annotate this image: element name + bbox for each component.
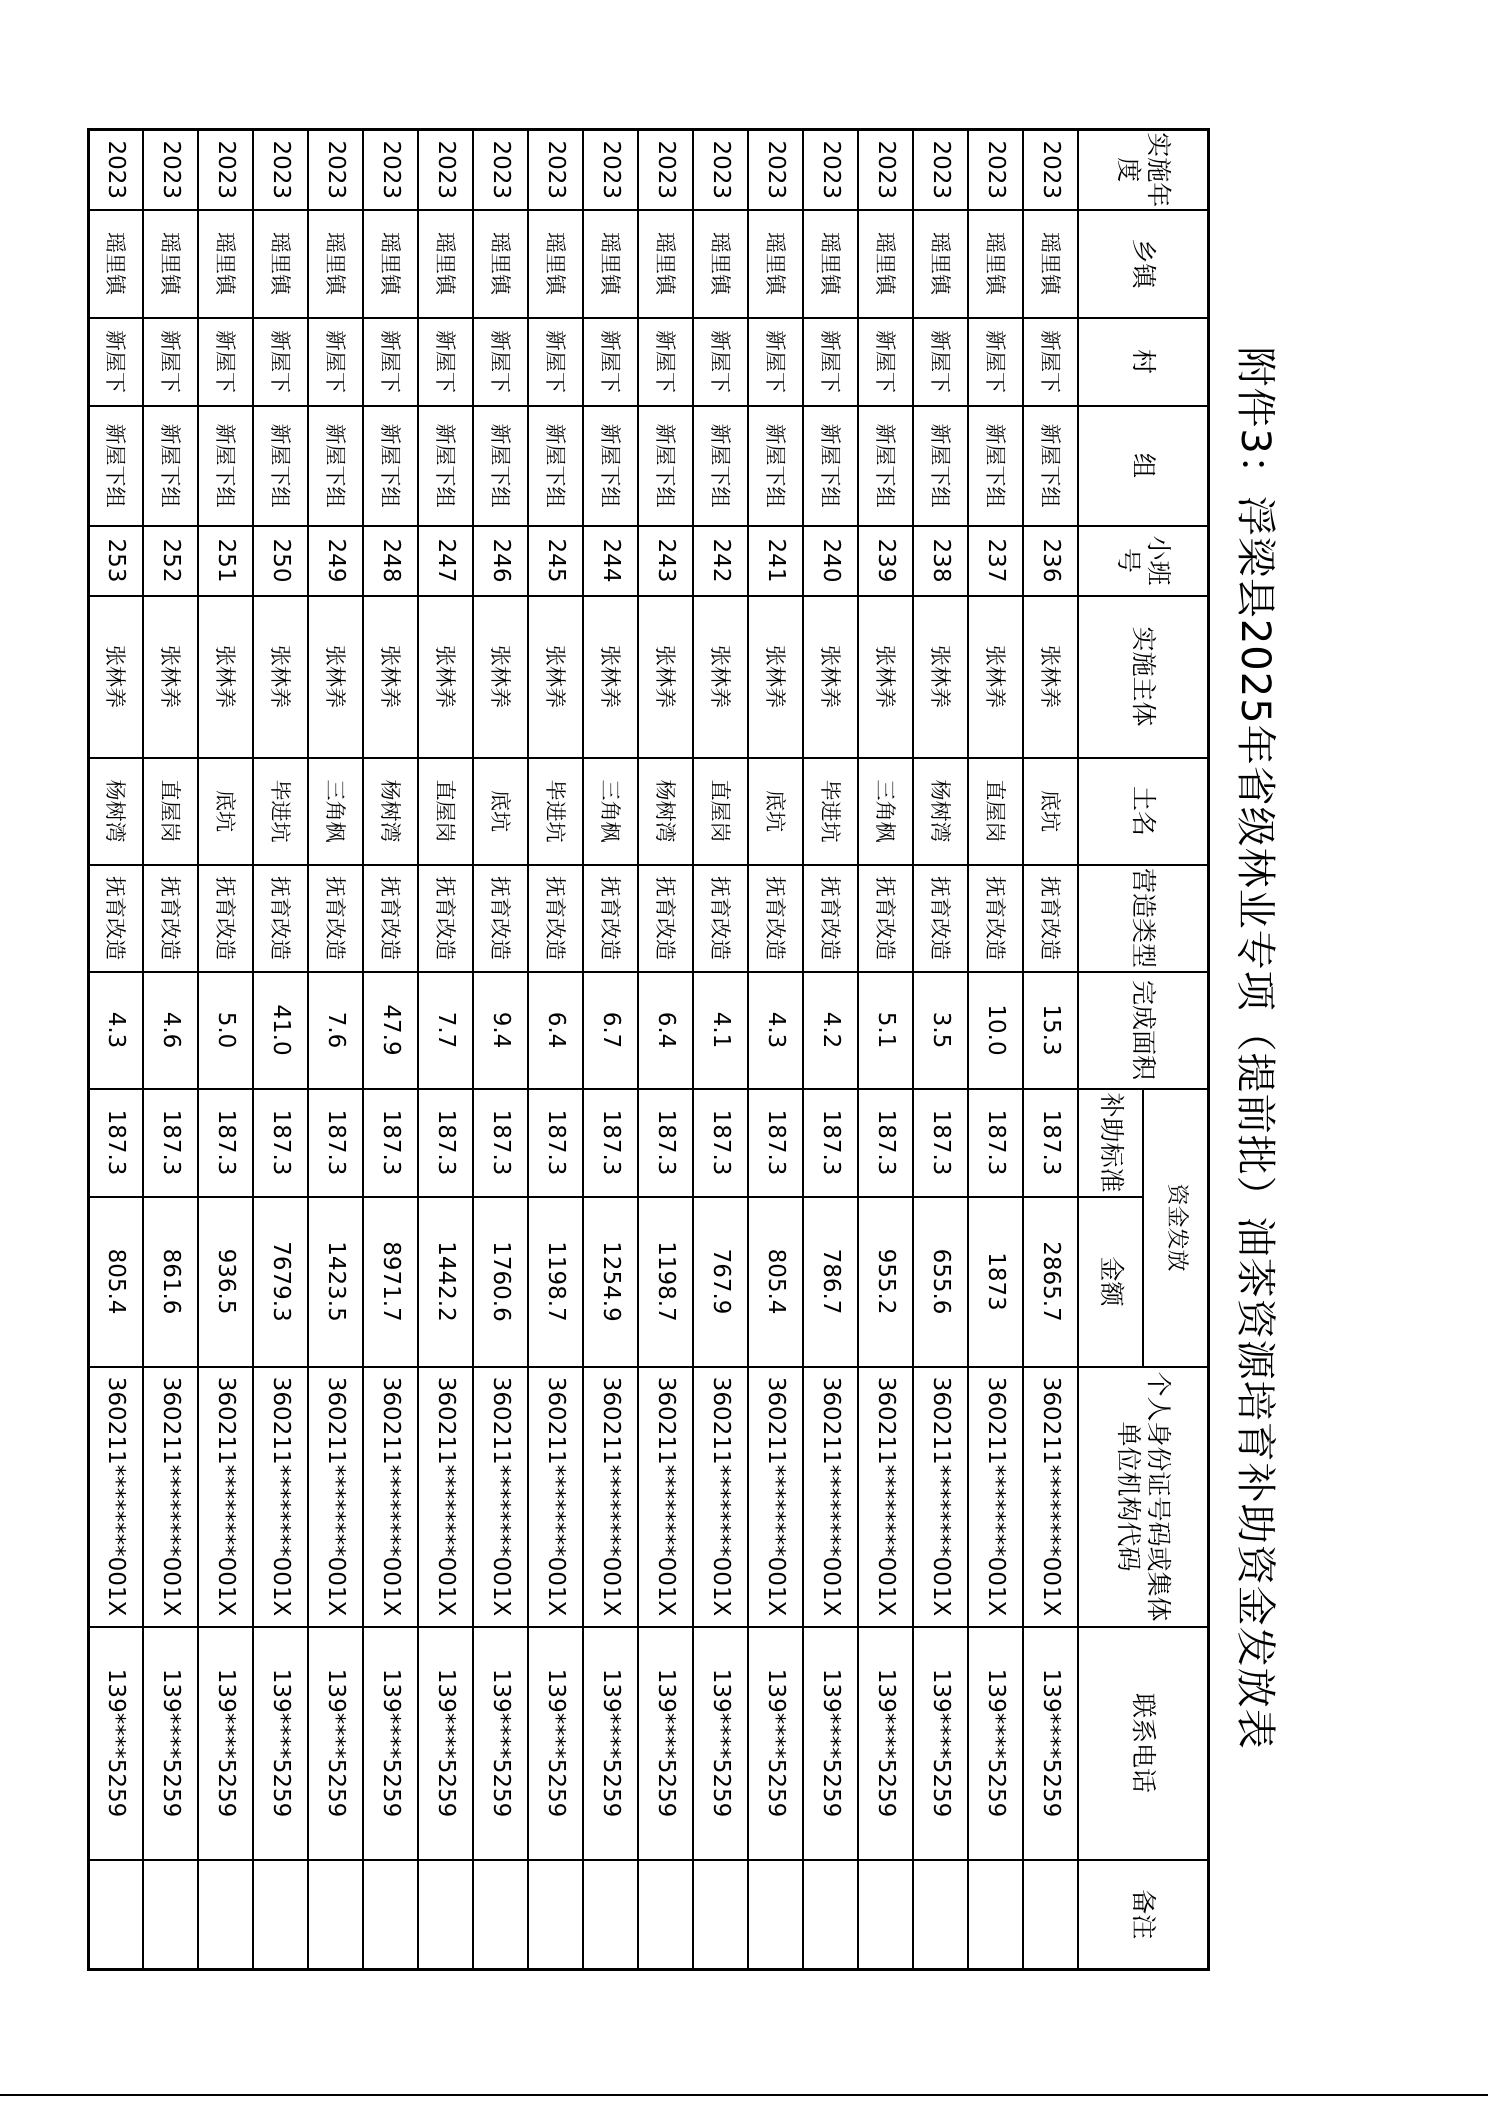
cell-place-name: 杨树湾 (639, 758, 694, 865)
table-row (584, 130, 639, 1970)
cell-build-type: 抚育改造 (364, 865, 419, 972)
cell-implementer: 张林养 (1024, 596, 1079, 758)
cell-place-name: 三角枫 (309, 758, 364, 865)
header-year: 实施年度 (1079, 130, 1209, 210)
cell-id-code: 360211********001X (254, 1367, 309, 1627)
cell-id-code: 360211********001X (364, 1367, 419, 1627)
cell-implementer: 张林养 (969, 596, 1024, 758)
cell-area: 5.1 (859, 972, 914, 1089)
cell-village: 新屋下 (584, 318, 639, 406)
cell-town: 瑶里镇 (254, 210, 309, 318)
cell-plot-no: 247 (419, 526, 474, 596)
cell-amount: 767.9 (694, 1197, 749, 1367)
cell-town: 瑶里镇 (639, 210, 694, 318)
cell-remark (89, 1860, 144, 1970)
cell-area: 41.0 (254, 972, 309, 1089)
cell-place-name: 直屋岗 (969, 758, 1024, 865)
header-funds-group: 资金发放 (1144, 1089, 1209, 1367)
cell-remark (309, 1860, 364, 1970)
cell-group: 新屋下组 (639, 406, 694, 526)
cell-plot-no: 242 (694, 526, 749, 596)
header-implementer: 实施主体 (1079, 596, 1209, 758)
cell-group: 新屋下组 (199, 406, 254, 526)
header-subsidy-std: 补助标准 (1079, 1089, 1144, 1197)
cell-area: 7.7 (419, 972, 474, 1089)
table-body (89, 130, 1079, 1970)
cell-year: 2023 (89, 130, 144, 210)
cell-town: 瑶里镇 (144, 210, 199, 318)
header-amount: 金额 (1079, 1197, 1144, 1367)
cell-group: 新屋下组 (694, 406, 749, 526)
cell-town: 瑶里镇 (914, 210, 969, 318)
cell-id-code: 360211********001X (804, 1367, 859, 1627)
cell-subsidy-std: 187.3 (914, 1089, 969, 1197)
cell-remark (584, 1860, 639, 1970)
table-row (254, 130, 309, 1970)
cell-build-type: 抚育改造 (419, 865, 474, 972)
cell-town: 瑶里镇 (89, 210, 144, 318)
cell-build-type: 抚育改造 (254, 865, 309, 972)
cell-town: 瑶里镇 (309, 210, 364, 318)
cell-id-code: 360211********001X (969, 1367, 1024, 1627)
cell-village: 新屋下 (199, 318, 254, 406)
cell-build-type: 抚育改造 (694, 865, 749, 972)
cell-remark (254, 1860, 309, 1970)
cell-implementer: 张林养 (584, 596, 639, 758)
cell-id-code: 360211********001X (694, 1367, 749, 1627)
cell-town: 瑶里镇 (804, 210, 859, 318)
cell-amount: 1873 (969, 1197, 1024, 1367)
cell-plot-no: 239 (859, 526, 914, 596)
cell-year: 2023 (474, 130, 529, 210)
cell-subsidy-std: 187.3 (254, 1089, 309, 1197)
cell-group: 新屋下组 (89, 406, 144, 526)
cell-implementer: 张林养 (254, 596, 309, 758)
cell-phone: 139****5259 (749, 1627, 804, 1860)
cell-village: 新屋下 (639, 318, 694, 406)
cell-plot-no: 241 (749, 526, 804, 596)
cell-implementer: 张林养 (199, 596, 254, 758)
cell-subsidy-std: 187.3 (694, 1089, 749, 1197)
header-town: 乡镇 (1079, 210, 1209, 318)
cell-remark (419, 1860, 474, 1970)
cell-subsidy-std: 187.3 (364, 1089, 419, 1197)
cell-remark (474, 1860, 529, 1970)
cell-plot-no: 244 (584, 526, 639, 596)
cell-plot-no: 246 (474, 526, 529, 596)
cell-phone: 139****5259 (529, 1627, 584, 1860)
cell-year: 2023 (749, 130, 804, 210)
cell-id-code: 360211********001X (89, 1367, 144, 1627)
cell-implementer: 张林养 (419, 596, 474, 758)
cell-subsidy-std: 187.3 (199, 1089, 254, 1197)
cell-implementer: 张林养 (804, 596, 859, 758)
cell-plot-no: 250 (254, 526, 309, 596)
cell-village: 新屋下 (694, 318, 749, 406)
cell-year: 2023 (1024, 130, 1079, 210)
cell-group: 新屋下组 (584, 406, 639, 526)
cell-remark (804, 1860, 859, 1970)
cell-build-type: 抚育改造 (529, 865, 584, 972)
table-row (694, 130, 749, 1970)
cell-build-type: 抚育改造 (969, 865, 1024, 972)
cell-village: 新屋下 (529, 318, 584, 406)
cell-plot-no: 238 (914, 526, 969, 596)
cell-remark (639, 1860, 694, 1970)
header-area: 完成面积 (1079, 972, 1209, 1089)
cell-year: 2023 (914, 130, 969, 210)
cell-place-name: 三角枫 (859, 758, 914, 865)
cell-implementer: 张林养 (474, 596, 529, 758)
cell-area: 4.6 (144, 972, 199, 1089)
cell-amount: 1760.6 (474, 1197, 529, 1367)
cell-id-code: 360211********001X (474, 1367, 529, 1627)
cell-place-name: 毕进坑 (804, 758, 859, 865)
cell-phone: 139****5259 (254, 1627, 309, 1860)
cell-place-name: 三角枫 (584, 758, 639, 865)
cell-area: 5.0 (199, 972, 254, 1089)
cell-subsidy-std: 187.3 (969, 1089, 1024, 1197)
cell-subsidy-std: 187.3 (529, 1089, 584, 1197)
cell-group: 新屋下组 (914, 406, 969, 526)
cell-plot-no: 243 (639, 526, 694, 596)
cell-remark (969, 1860, 1024, 1970)
cell-plot-no: 237 (969, 526, 1024, 596)
cell-year: 2023 (529, 130, 584, 210)
cell-build-type: 抚育改造 (859, 865, 914, 972)
cell-plot-no: 236 (1024, 526, 1079, 596)
cell-amount: 7679.3 (254, 1197, 309, 1367)
cell-village: 新屋下 (364, 318, 419, 406)
cell-group: 新屋下组 (309, 406, 364, 526)
cell-town: 瑶里镇 (694, 210, 749, 318)
cell-remark (694, 1860, 749, 1970)
cell-remark (749, 1860, 804, 1970)
cell-subsidy-std: 187.3 (144, 1089, 199, 1197)
cell-group: 新屋下组 (969, 406, 1024, 526)
cell-subsidy-std: 187.3 (804, 1089, 859, 1197)
cell-area: 10.0 (969, 972, 1024, 1089)
cell-year: 2023 (639, 130, 694, 210)
cell-id-code: 360211********001X (914, 1367, 969, 1627)
cell-year: 2023 (254, 130, 309, 210)
cell-subsidy-std: 187.3 (309, 1089, 364, 1197)
cell-place-name: 毕进坑 (529, 758, 584, 865)
cell-area: 6.7 (584, 972, 639, 1089)
cell-area: 7.6 (309, 972, 364, 1089)
cell-amount: 1198.7 (639, 1197, 694, 1367)
cell-plot-no: 251 (199, 526, 254, 596)
cell-village: 新屋下 (969, 318, 1024, 406)
cell-town: 瑶里镇 (419, 210, 474, 318)
cell-amount: 955.2 (859, 1197, 914, 1367)
cell-build-type: 抚育改造 (914, 865, 969, 972)
table-row (914, 130, 969, 1970)
cell-town: 瑶里镇 (199, 210, 254, 318)
cell-area: 4.2 (804, 972, 859, 1089)
cell-subsidy-std: 187.3 (749, 1089, 804, 1197)
cell-plot-no: 240 (804, 526, 859, 596)
cell-subsidy-std: 187.3 (474, 1089, 529, 1197)
cell-area: 4.3 (89, 972, 144, 1089)
cell-place-name: 底坑 (1024, 758, 1079, 865)
cell-phone: 139****5259 (914, 1627, 969, 1860)
table-row (309, 130, 364, 1970)
cell-village: 新屋下 (474, 318, 529, 406)
cell-amount: 1442.2 (419, 1197, 474, 1367)
cell-plot-no: 245 (529, 526, 584, 596)
cell-phone: 139****5259 (584, 1627, 639, 1860)
cell-subsidy-std: 187.3 (419, 1089, 474, 1197)
cell-area: 4.1 (694, 972, 749, 1089)
cell-amount: 805.4 (89, 1197, 144, 1367)
cell-implementer: 张林养 (529, 596, 584, 758)
cell-id-code: 360211********001X (749, 1367, 804, 1627)
cell-place-name: 直屋岗 (419, 758, 474, 865)
cell-area: 9.4 (474, 972, 529, 1089)
cell-town: 瑶里镇 (859, 210, 914, 318)
cell-group: 新屋下组 (749, 406, 804, 526)
header-plot-no: 小班号 (1079, 526, 1209, 596)
cell-year: 2023 (969, 130, 1024, 210)
cell-area: 15.3 (1024, 972, 1079, 1089)
cell-year: 2023 (584, 130, 639, 210)
cell-phone: 139****5259 (639, 1627, 694, 1860)
cell-year: 2023 (859, 130, 914, 210)
cell-implementer: 张林养 (144, 596, 199, 758)
cell-area: 4.3 (749, 972, 804, 1089)
rotated-document (103, 128, 1300, 1968)
cell-town: 瑶里镇 (749, 210, 804, 318)
cell-subsidy-std: 187.3 (89, 1089, 144, 1197)
cell-subsidy-std: 187.3 (1024, 1089, 1079, 1197)
cell-place-name: 底坑 (749, 758, 804, 865)
cell-group: 新屋下组 (419, 406, 474, 526)
header-village: 村 (1079, 318, 1209, 406)
cell-town: 瑶里镇 (529, 210, 584, 318)
cell-build-type: 抚育改造 (584, 865, 639, 972)
cell-subsidy-std: 187.3 (584, 1089, 639, 1197)
cell-implementer: 张林养 (859, 596, 914, 758)
header-group: 组 (1079, 406, 1209, 526)
cell-place-name: 杨树湾 (364, 758, 419, 865)
header-phone: 联系电话 (1079, 1627, 1209, 1860)
cell-place-name: 毕进坑 (254, 758, 309, 865)
cell-amount: 8971.7 (364, 1197, 419, 1367)
cell-year: 2023 (419, 130, 474, 210)
cell-town: 瑶里镇 (969, 210, 1024, 318)
cell-area: 47.9 (364, 972, 419, 1089)
table-row (474, 130, 529, 1970)
cell-village: 新屋下 (1024, 318, 1079, 406)
cell-implementer: 张林养 (914, 596, 969, 758)
cell-area: 6.4 (639, 972, 694, 1089)
cell-village: 新屋下 (749, 318, 804, 406)
cell-subsidy-std: 187.3 (639, 1089, 694, 1197)
cell-plot-no: 249 (309, 526, 364, 596)
cell-year: 2023 (364, 130, 419, 210)
table-row (419, 130, 474, 1970)
cell-group: 新屋下组 (474, 406, 529, 526)
cell-phone: 139****5259 (144, 1627, 199, 1860)
header-id-code: 个人身份证号码或集体单位机构代码 (1079, 1367, 1209, 1627)
header-remark: 备注 (1079, 1860, 1209, 1970)
table-row (1024, 130, 1079, 1970)
cell-remark (364, 1860, 419, 1970)
cell-town: 瑶里镇 (1024, 210, 1079, 318)
cell-place-name: 杨树湾 (89, 758, 144, 865)
cell-id-code: 360211********001X (199, 1367, 254, 1627)
cell-implementer: 张林养 (364, 596, 419, 758)
cell-year: 2023 (199, 130, 254, 210)
table-row (859, 130, 914, 1970)
cell-village: 新屋下 (144, 318, 199, 406)
cell-phone: 139****5259 (364, 1627, 419, 1860)
cell-area: 6.4 (529, 972, 584, 1089)
cell-phone: 139****5259 (859, 1627, 914, 1860)
table-row (199, 130, 254, 1970)
cell-group: 新屋下组 (804, 406, 859, 526)
cell-place-name: 直屋岗 (144, 758, 199, 865)
cell-phone: 139****5259 (199, 1627, 254, 1860)
cell-phone: 139****5259 (474, 1627, 529, 1860)
cell-plot-no: 252 (144, 526, 199, 596)
cell-group: 新屋下组 (529, 406, 584, 526)
cell-build-type: 抚育改造 (199, 865, 254, 972)
table-row (89, 130, 144, 1970)
cell-place-name: 底坑 (474, 758, 529, 865)
cell-group: 新屋下组 (1024, 406, 1079, 526)
cell-id-code: 360211********001X (639, 1367, 694, 1627)
cell-group: 新屋下组 (254, 406, 309, 526)
cell-amount: 1254.9 (584, 1197, 639, 1367)
cell-area: 3.5 (914, 972, 969, 1089)
cell-town: 瑶里镇 (474, 210, 529, 318)
cell-build-type: 抚育改造 (749, 865, 804, 972)
table-row (749, 130, 804, 1970)
cell-build-type: 抚育改造 (804, 865, 859, 972)
header-row (1144, 130, 1209, 1970)
cell-place-name: 底坑 (199, 758, 254, 865)
cell-plot-no: 248 (364, 526, 419, 596)
cell-group: 新屋下组 (859, 406, 914, 526)
cell-subsidy-std: 187.3 (859, 1089, 914, 1197)
cell-phone: 139****5259 (1024, 1627, 1079, 1860)
cell-amount: 805.4 (749, 1197, 804, 1367)
subsidy-table (87, 128, 1210, 1971)
table-row (639, 130, 694, 1970)
cell-place-name: 直屋岗 (694, 758, 749, 865)
cell-build-type: 抚育改造 (144, 865, 199, 972)
cell-implementer: 张林养 (749, 596, 804, 758)
cell-place-name: 杨树湾 (914, 758, 969, 865)
cell-year: 2023 (144, 130, 199, 210)
cell-remark (529, 1860, 584, 1970)
cell-remark (1024, 1860, 1079, 1970)
cell-town: 瑶里镇 (584, 210, 639, 318)
cell-remark (199, 1860, 254, 1970)
cell-phone: 139****5259 (89, 1627, 144, 1860)
cell-group: 新屋下组 (364, 406, 419, 526)
cell-group: 新屋下组 (144, 406, 199, 526)
cell-implementer: 张林养 (309, 596, 364, 758)
cell-phone: 139****5259 (309, 1627, 364, 1860)
table-row (144, 130, 199, 1970)
cell-phone: 139****5259 (419, 1627, 474, 1860)
cell-village: 新屋下 (804, 318, 859, 406)
cell-id-code: 360211********001X (1024, 1367, 1079, 1627)
cell-id-code: 360211********001X (144, 1367, 199, 1627)
cell-village: 新屋下 (859, 318, 914, 406)
cell-id-code: 360211********001X (419, 1367, 474, 1627)
document-title: 附件3：浮梁县2025年省级林业专项（提前批）油茶资源培育补助资金发放表 (1232, 346, 1278, 1750)
cell-remark (859, 1860, 914, 1970)
cell-remark (144, 1860, 199, 1970)
cell-phone: 139****5259 (969, 1627, 1024, 1860)
cell-build-type: 抚育改造 (639, 865, 694, 972)
cell-amount: 936.5 (199, 1197, 254, 1367)
cell-town: 瑶里镇 (364, 210, 419, 318)
cell-amount: 655.6 (914, 1197, 969, 1367)
cell-id-code: 360211********001X (859, 1367, 914, 1627)
page-bottom-rule (0, 2094, 1488, 2096)
cell-build-type: 抚育改造 (1024, 865, 1079, 972)
cell-amount: 2865.7 (1024, 1197, 1079, 1367)
table-row (969, 130, 1024, 1970)
cell-id-code: 360211********001X (584, 1367, 639, 1627)
header-build-type: 营造类型 (1079, 865, 1209, 972)
cell-phone: 139****5259 (694, 1627, 749, 1860)
cell-implementer: 张林养 (639, 596, 694, 758)
header-place-name: 土名 (1079, 758, 1209, 865)
cell-build-type: 抚育改造 (474, 865, 529, 972)
cell-phone: 139****5259 (804, 1627, 859, 1860)
cell-village: 新屋下 (309, 318, 364, 406)
cell-village: 新屋下 (89, 318, 144, 406)
cell-remark (914, 1860, 969, 1970)
cell-id-code: 360211********001X (309, 1367, 364, 1627)
table-row (529, 130, 584, 1970)
cell-implementer: 张林养 (694, 596, 749, 758)
cell-build-type: 抚育改造 (89, 865, 144, 972)
cell-village: 新屋下 (914, 318, 969, 406)
cell-year: 2023 (309, 130, 364, 210)
cell-village: 新屋下 (254, 318, 309, 406)
cell-build-type: 抚育改造 (309, 865, 364, 972)
table-row (364, 130, 419, 1970)
cell-implementer: 张林养 (89, 596, 144, 758)
cell-year: 2023 (694, 130, 749, 210)
cell-id-code: 360211********001X (529, 1367, 584, 1627)
table-row (804, 130, 859, 1970)
cell-amount: 1423.5 (309, 1197, 364, 1367)
cell-plot-no: 253 (89, 526, 144, 596)
cell-amount: 1198.7 (529, 1197, 584, 1367)
cell-amount: 861.6 (144, 1197, 199, 1367)
cell-amount: 786.7 (804, 1197, 859, 1367)
cell-year: 2023 (804, 130, 859, 210)
cell-village: 新屋下 (419, 318, 474, 406)
